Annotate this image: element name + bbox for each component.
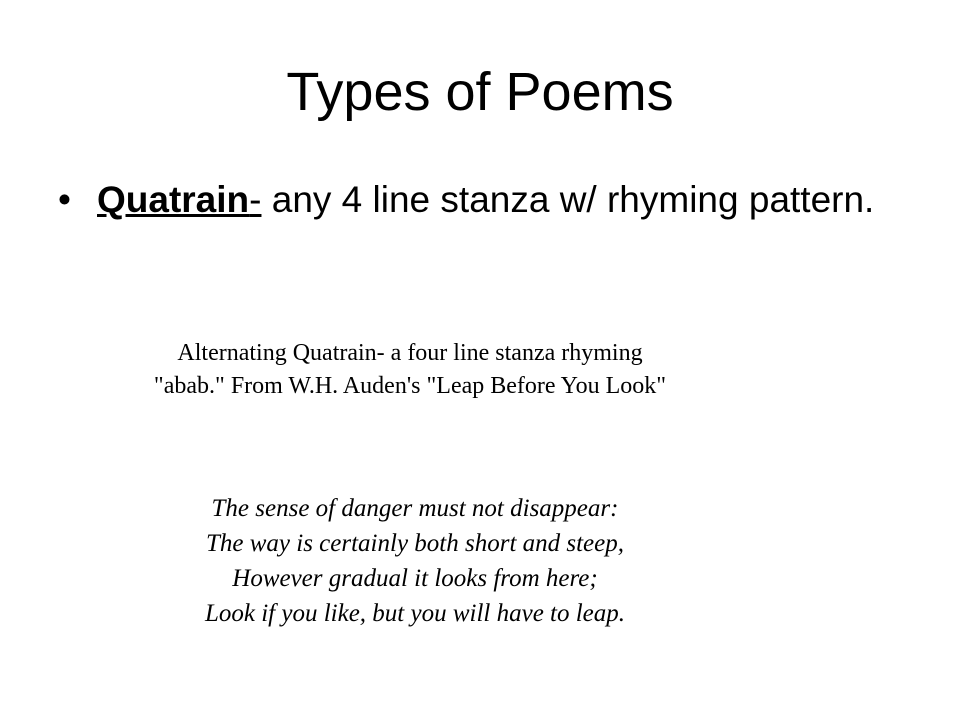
poem-line: The sense of danger must not disappear: [211,495,619,522]
term-separator: - [249,179,262,220]
term-definition: any 4 line stanza w/ rhyming pattern. [261,179,875,220]
bullet-marker: • [58,179,71,220]
poem-excerpt [80,491,750,631]
poem-line: However gradual it looks from here; [232,565,598,592]
bullet-item-quatrain [58,176,908,224]
poem-line: Look if you like, but you will have to leap. [204,600,626,627]
caption-line: Alternating Quatrain- a four line stanza rhyming [177,340,643,366]
poem-line: The way is certainly both short and steep, [205,530,625,557]
caption-line: "abab." From W.H. Auden's "Leap Before You Look" [153,373,667,399]
example-caption [40,337,780,403]
bullet-text [97,176,908,224]
term-quatrain: Quatrain [97,179,250,220]
slide-title: Types of Poems [286,62,674,122]
